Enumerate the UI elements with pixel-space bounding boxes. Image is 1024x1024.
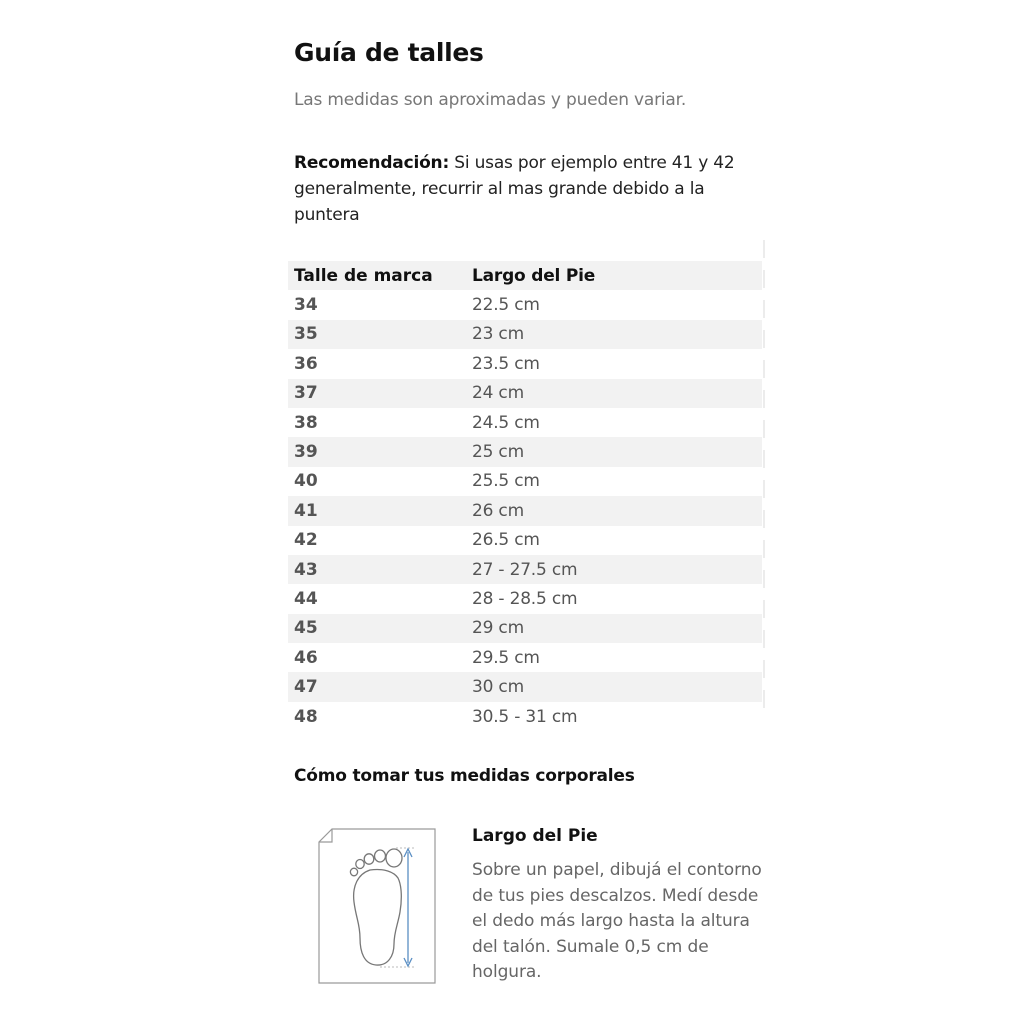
- size-cell: 40: [294, 471, 318, 492]
- size-cell: 42: [294, 530, 318, 551]
- table-row: [288, 614, 762, 643]
- table-row: [288, 379, 762, 408]
- recommendation-text: Si usas por ejemplo entre 41 y 42 generalmente, recurrir al mas grande debido a la puntera: [294, 153, 735, 225]
- header-brand-size: Talle de marca: [294, 265, 433, 286]
- size-cell: 43: [294, 559, 318, 580]
- table-row: [288, 467, 762, 496]
- length-cell: 23.5 cm: [472, 353, 540, 374]
- length-cell: 27 - 27.5 cm: [472, 559, 578, 580]
- table-row: [288, 290, 762, 319]
- table-row: [288, 672, 762, 701]
- foot-length-instructions: Sobre un papel, dibujá el contorno de tus pies descalzos. Medí desde el dedo más largo hasta la altura del talón. Sumale 0,5 cm de holgura.: [472, 860, 762, 982]
- table-row: [288, 408, 762, 437]
- length-cell: 29.5 cm: [472, 647, 540, 668]
- size-cell: 38: [294, 412, 318, 433]
- length-cell: 30 cm: [472, 677, 524, 698]
- length-cell: 25.5 cm: [472, 471, 540, 492]
- table-row: [288, 702, 762, 731]
- recommendation: [294, 150, 764, 228]
- recommendation-label: Recomendación:: [294, 153, 450, 173]
- size-table: [288, 261, 762, 731]
- table-row: [288, 320, 762, 349]
- foot-length-title: Largo del Pie: [472, 826, 598, 846]
- size-cell: 35: [294, 324, 318, 345]
- size-cell: 37: [294, 383, 318, 404]
- size-cell: 36: [294, 353, 318, 374]
- length-cell: 28 - 28.5 cm: [472, 588, 578, 609]
- table-edge-divider: [763, 240, 765, 710]
- table-body: [288, 290, 762, 731]
- size-cell: 45: [294, 618, 318, 639]
- foot-measure-icon: [318, 828, 436, 984]
- page-subtitle: Las medidas son aproximadas y pueden variar.: [294, 90, 687, 110]
- size-cell: 44: [294, 588, 318, 609]
- table-row: [288, 643, 762, 672]
- length-cell: 23 cm: [472, 324, 524, 345]
- length-cell: 26.5 cm: [472, 530, 540, 551]
- table-row: [288, 526, 762, 555]
- size-cell: 47: [294, 677, 318, 698]
- size-cell: 39: [294, 442, 318, 463]
- page-title: Guía de talles: [294, 38, 484, 67]
- length-cell: 24 cm: [472, 383, 524, 404]
- length-cell: 22.5 cm: [472, 295, 540, 316]
- table-row: [288, 437, 762, 466]
- length-cell: 25 cm: [472, 442, 524, 463]
- how-to-measure-title: Cómo tomar tus medidas corporales: [294, 766, 635, 786]
- header-foot-length: Largo del Pie: [472, 265, 596, 286]
- length-cell: 26 cm: [472, 500, 524, 521]
- table-row: [288, 349, 762, 378]
- table-row: [288, 496, 762, 525]
- size-cell: 46: [294, 647, 318, 668]
- table-header-row: [288, 261, 762, 290]
- size-cell: 41: [294, 500, 318, 521]
- length-cell: 24.5 cm: [472, 412, 540, 433]
- size-cell: 48: [294, 706, 318, 727]
- size-cell: 34: [294, 295, 318, 316]
- length-cell: 30.5 - 31 cm: [472, 706, 578, 727]
- length-cell: 29 cm: [472, 618, 524, 639]
- table-row: [288, 555, 762, 584]
- table-row: [288, 584, 762, 613]
